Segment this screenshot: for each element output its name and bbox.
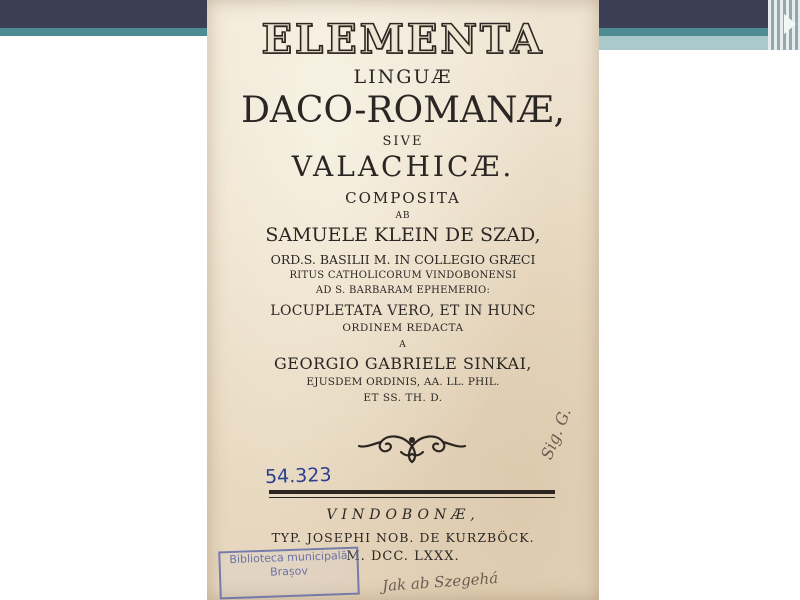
imprint-year: M. DCC. LXXX.	[346, 549, 460, 564]
editor-intro-line: LOCUPLETATA VERO, ET IN HUNC	[270, 303, 536, 319]
book-title-page	[207, 0, 599, 600]
book-title: ELEMENTA	[261, 16, 545, 63]
shelf-number-stamp: 54.323	[264, 463, 332, 489]
library-stamp-line-2: Brașov	[269, 564, 309, 579]
author-ad-line: AD S. BARBARAM EPHEMERIO:	[315, 285, 491, 296]
author-ritus-line: RITUS CATHOLICORUM VINDOBONENSI	[289, 270, 517, 281]
title-line-lingue: LINGUÆ	[353, 66, 453, 88]
author-order-line: ORD.S. BASILII M. IN COLLEGIO GRÆCI	[270, 252, 536, 267]
handwritten-signature-bottom: Jak ab Szegehá	[381, 568, 499, 596]
title-line-daco-romanae: DACO-ROMANÆ,	[241, 90, 565, 131]
corner-arrow-tip	[784, 14, 796, 34]
floral-ornament-icon	[357, 426, 467, 466]
editor-degree-line: ET SS. TH. D.	[363, 392, 443, 404]
title-line-a: A	[399, 340, 407, 350]
title-line-sive: SIVE	[382, 134, 424, 149]
library-stamp-line-1: Biblioteca municipală	[229, 548, 348, 567]
title-line-valachicae: VALACHICÆ.	[291, 150, 515, 183]
library-stamp	[218, 547, 360, 600]
handwritten-signature-right: Sig. G.	[537, 405, 575, 463]
imprint-city: VINDOBONÆ,	[326, 507, 480, 523]
slide-accent-bar-left	[0, 28, 210, 36]
editor-intro-line-2: ORDINEM REDACTA	[342, 322, 464, 334]
divider-rule-thick	[269, 490, 555, 494]
title-line-composita: COMPOSITA	[345, 189, 461, 207]
title-line-ab: AB	[395, 211, 411, 221]
imprint-printer: TYP. JOSEPHI NOB. DE KURZBÖCK.	[271, 530, 535, 545]
divider-rule-thin	[269, 497, 555, 498]
editor-line: GEORGIO GABRIELE SINKAI,	[273, 354, 532, 373]
author-line: SAMUELE KLEIN DE SZAD,	[265, 224, 541, 246]
editor-order-line: EJUSDEM ORDINIS, AA. LL. PHIL.	[306, 376, 500, 388]
